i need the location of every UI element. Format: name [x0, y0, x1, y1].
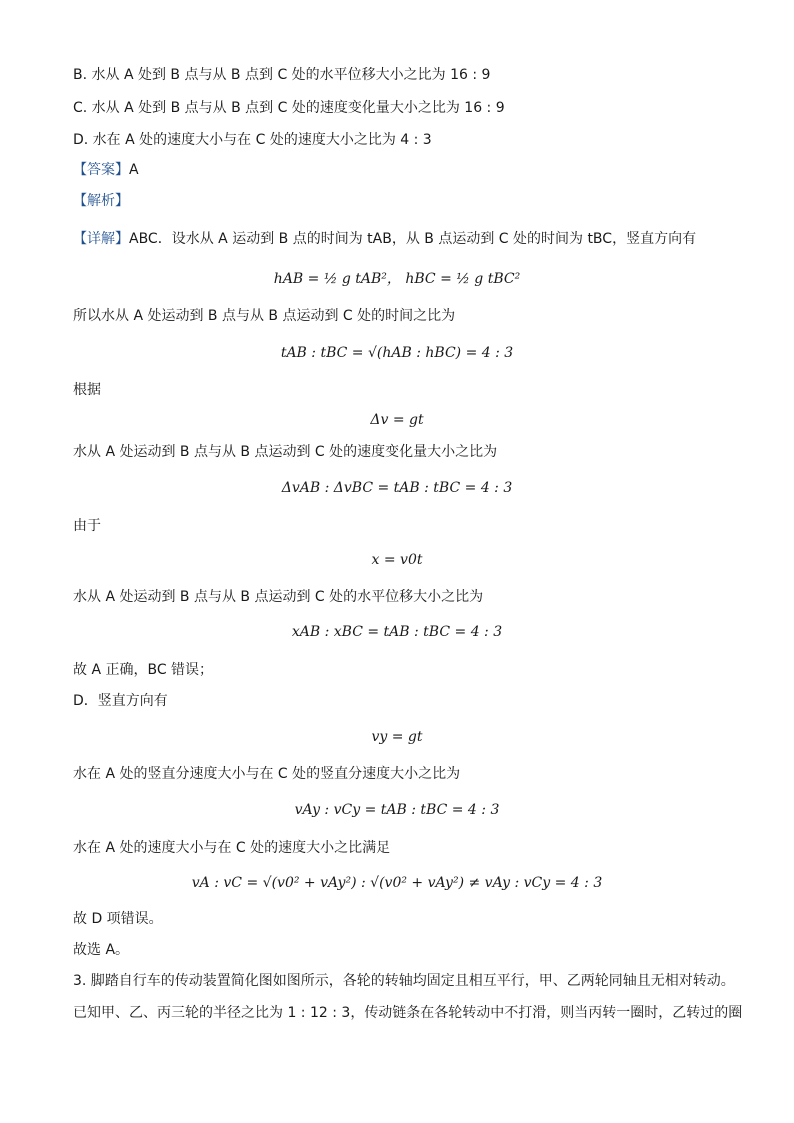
para-velocity-change: 水从 A 处运动到 B 点与从 B 点运动到 C 处的速度变化量大小之比为 [73, 444, 498, 460]
option-d: D. 水在 A 处的速度大小与在 C 处的速度大小之比为 4 : 3 [73, 132, 432, 148]
para-d-vertical: D．竖直方向有 [73, 693, 168, 709]
para-displacement: 水从 A 处运动到 B 点与从 B 点运动到 C 处的水平位移大小之比为 [73, 589, 484, 605]
question-3-line-2: 已知甲、乙、丙三轮的半径之比为 1 : 12 : 3，传动链条在各轮转动中不打滑，则当丙转一圈时，乙转过的圈 [73, 1005, 743, 1021]
answer-value: A [129, 162, 139, 178]
para-final-choice: 故选 A。 [73, 942, 130, 958]
question-3-line-1: 3. 脚踏自行车的传动装置简化图如图所示，各轮的转轴均固定且相互平行，甲、乙两轮同轴且无相对转动。 [73, 973, 735, 989]
para-vertical-component: 水在 A 处的竖直分速度大小与在 C 处的竖直分速度大小之比为 [73, 766, 461, 782]
para-conclusion-d: 故 D 项错误。 [73, 911, 163, 927]
detail-intro-text: ABC．设水从 A 运动到 B 点的时间为 tAB，从 B 点运动到 C 处的时间为 tBC，竖直方向有 [129, 231, 697, 247]
para-according: 根据 [73, 382, 101, 398]
analysis-label: 【解析】 [73, 193, 129, 209]
para-speed-ratio: 水在 A 处的速度大小与在 C 处的速度大小之比满足 [73, 840, 391, 856]
equation-heights: hAB = ½ g tAB²， hBC = ½ g tBC² [273, 271, 521, 287]
answer-label: 【答案】 [73, 162, 129, 178]
analysis-line [73, 191, 129, 211]
detail-intro [73, 229, 696, 249]
equation-delta-v: Δv = gt [370, 412, 424, 428]
option-c: C. 水从 A 处到 B 点与从 B 点到 C 处的速度变化量大小之比为 16 : 9 [73, 100, 505, 116]
para-conclusion-a: 故 A 正确，BC 错误； [73, 662, 214, 678]
equation-vertical-ratio: vAy : vCy = tAB : tBC = 4 : 3 [294, 802, 500, 818]
answer-line [73, 160, 139, 180]
option-b: B. 水从 A 处到 B 点与从 B 点到 C 处的水平位移大小之比为 16 : 9 [73, 67, 491, 83]
equation-displacement-ratio: xAB : xBC = tAB : tBC = 4 : 3 [291, 624, 503, 640]
equation-velocity-change-ratio: ΔvAB : ΔvBC = tAB : tBC = 4 : 3 [281, 480, 513, 496]
equation-horizontal: x = v0t [371, 552, 423, 568]
equation-vy: vy = gt [371, 729, 423, 745]
para-time-ratio: 所以水从 A 处运动到 B 点与从 B 点运动到 C 处的时间之比为 [73, 308, 456, 324]
equation-speed-ratio: vA : vC = √(v0² + vAy²) : √(v0² + vAy²) ≠ vAy : vCy = 4 : 3 [191, 875, 603, 891]
detail-label: 【详解】 [73, 231, 129, 247]
equation-time-ratio: tAB : tBC = √(hAB : hBC) = 4 : 3 [280, 345, 514, 361]
para-since: 由于 [73, 518, 101, 534]
